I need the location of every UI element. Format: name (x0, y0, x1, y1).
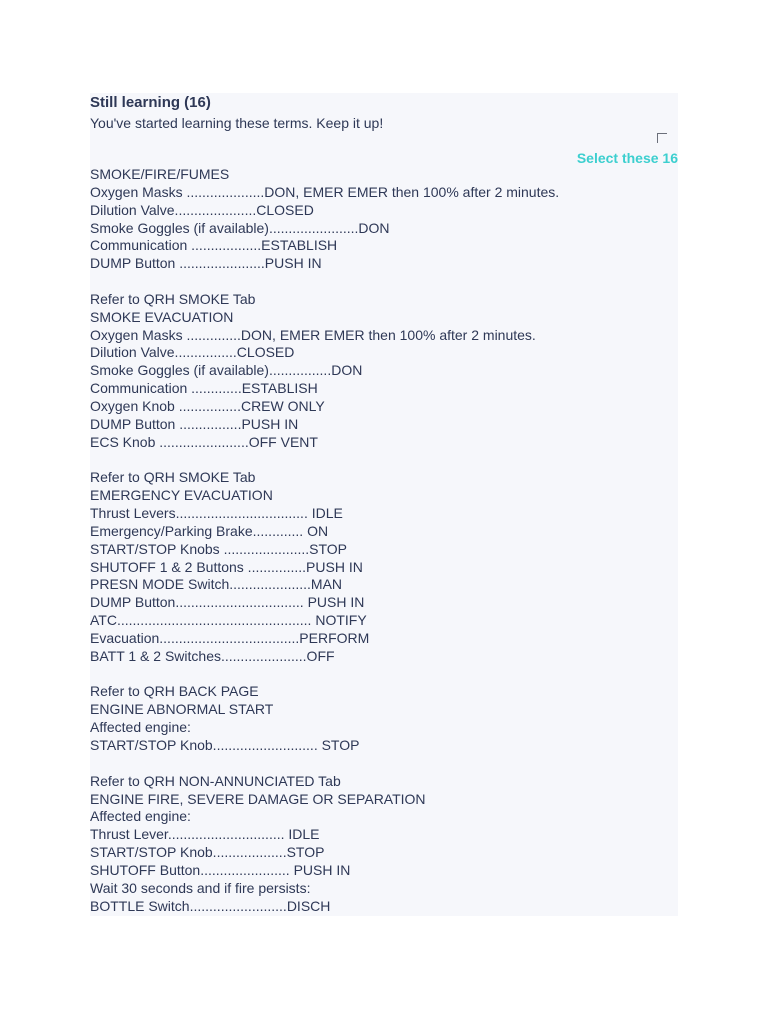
blank-line (90, 273, 678, 291)
text-line: Evacuation....................................PERFORM (90, 629, 370, 646)
text-line: Communication .............ESTABLISH (90, 380, 318, 397)
text-line: Oxygen Masks ..............DON, EMER EMER then 100% after 2 minutes. (90, 326, 536, 343)
text-line: DUMP Button ................PUSH IN (90, 415, 299, 432)
text-line: BATT 1 & 2 Switches......................OFF (90, 647, 335, 664)
text-line: Oxygen Masks ....................DON, EMER EMER then 100% after 2 minutes. (90, 183, 560, 200)
text-line: ATC.................................................. NOTIFY (90, 612, 367, 629)
blank-line (90, 666, 678, 684)
text-line: ENGINE FIRE, SEVERE DAMAGE OR SEPARATION (90, 790, 426, 807)
text-line: Refer to QRH SMOKE Tab (90, 290, 256, 307)
text-line: Dilution Valve................CLOSED (90, 344, 295, 361)
text-line: BOTTLE Switch.........................DISCH (90, 897, 331, 914)
text-line: Smoke Goggles (if available)................DON (90, 362, 363, 379)
text-line: SMOKE EVACUATION (90, 308, 234, 325)
text-line: SHUTOFF Button....................... PUSH IN (90, 861, 351, 878)
text-line: ENGINE ABNORMAL START (90, 701, 274, 718)
text-line: PRESN MODE Switch.....................MAN (90, 576, 343, 593)
text-line: Affected engine: (90, 719, 191, 736)
checkbox-corner-icon[interactable] (657, 133, 667, 143)
text-line: SHUTOFF 1 & 2 Buttons ...............PUSH IN (90, 558, 363, 575)
text-line: ECS Knob .......................OFF VENT (90, 433, 318, 450)
section-subtitle: You've started learning these terms. Keep it up! (90, 115, 384, 131)
text-line: Refer to QRH SMOKE Tab (90, 469, 256, 486)
term-text-body (90, 166, 678, 915)
text-line: EMERGENCY EVACUATION (90, 487, 273, 504)
text-line: Refer to QRH NON-ANNUNCIATED Tab (90, 772, 341, 789)
text-line: DUMP Button ......................PUSH IN (90, 255, 322, 272)
text-line: Wait 30 seconds and if fire persists: (90, 879, 311, 896)
text-line: Affected engine: (90, 808, 191, 825)
text-line: Dilution Valve.....................CLOSED (90, 201, 314, 218)
blank-line (90, 452, 678, 470)
text-line: Thrust Lever.............................. IDLE (90, 826, 320, 843)
text-line: DUMP Button................................. PUSH IN (90, 594, 365, 611)
text-line: Refer to QRH BACK PAGE (90, 683, 259, 700)
text-line: Smoke Goggles (if available).......................DON (90, 219, 390, 236)
text-line: START/STOP Knob...................STOP (90, 844, 325, 861)
section-title: Still learning (16) (90, 94, 211, 111)
select-these-button[interactable]: Select these 16 (576, 150, 678, 166)
text-line: Communication ..................ESTABLISH (90, 237, 338, 254)
text-line: Oxygen Knob ................CREW ONLY (90, 397, 325, 414)
text-line: Emergency/Parking Brake............. ON (90, 522, 329, 539)
text-line: START/STOP Knob........................... STOP (90, 737, 360, 753)
card-header (90, 93, 678, 132)
text-line: START/STOP Knobs ......................STOP (90, 540, 348, 557)
text-line: Thrust Levers.................................. IDLE (90, 505, 343, 522)
blank-line (90, 755, 678, 773)
text-line: SMOKE/FIRE/FUMES (90, 166, 230, 182)
